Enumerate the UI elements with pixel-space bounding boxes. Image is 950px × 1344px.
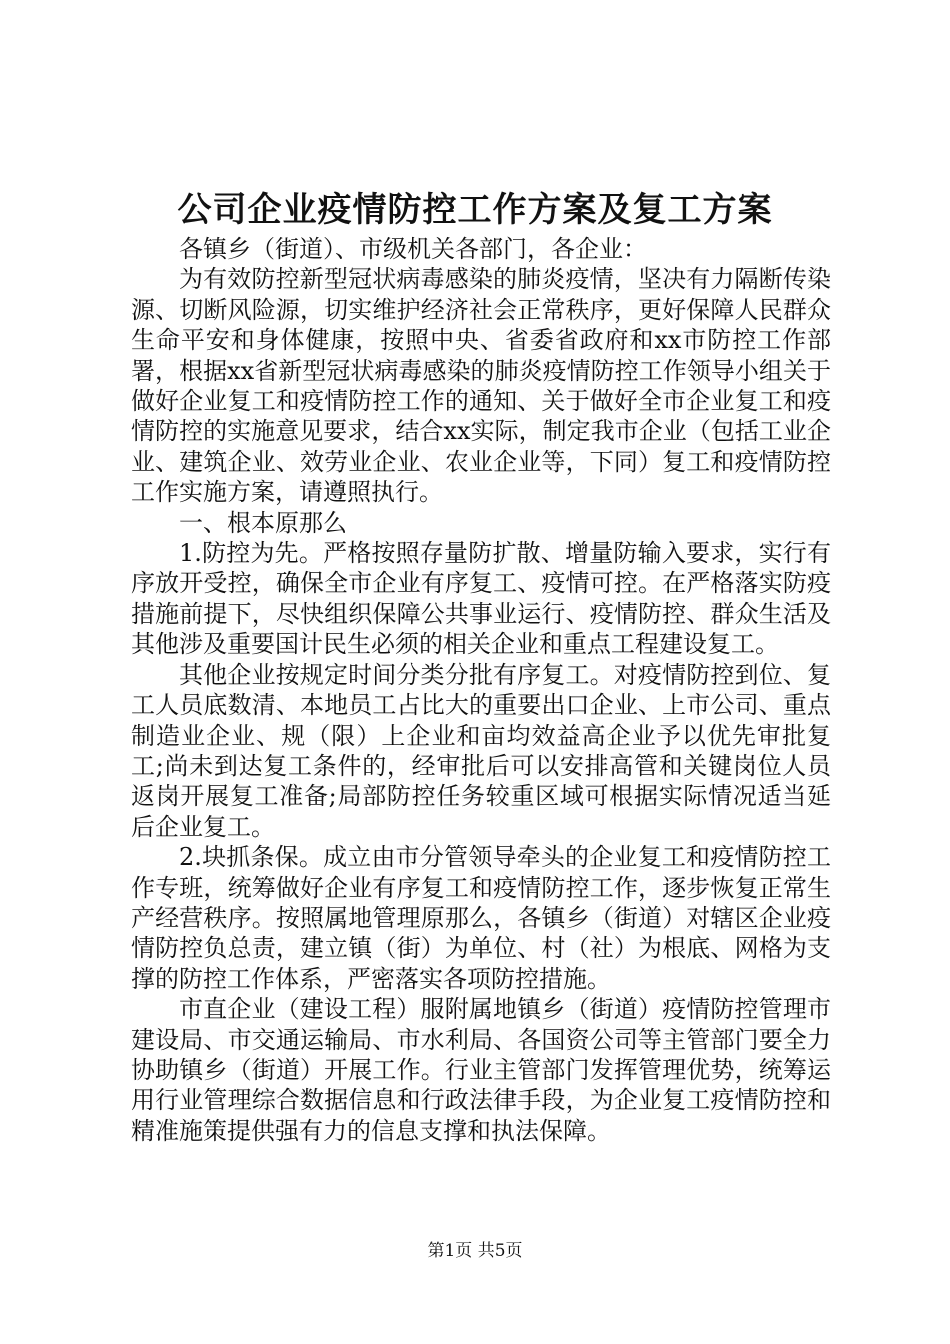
other-enterprises-paragraph: 其他企业按规定时间分类分批有序复工。对疫情防控到位、复工人员底数清、本地员工占比大的重要出口企业、上市公司、重点制造业企业、规（限）上企业和亩均效益高企业予以优先审批复工;尚未到达复工条件的，经审批后可以安排高管和关键岗位人员返岗开展复工准备;局部防控任务较重区域可根据实际情况适当延后企业复工。: [131, 660, 831, 841]
salutation: 各镇乡（街道）、市级机关各部门，各企业：: [179, 235, 647, 263]
page-number: 第1页 共5页: [427, 1241, 523, 1261]
principle-1-paragraph: 1.防控为先。严格按照存量防扩散、增量防输入要求，实行有序放开受控，确保全市企业有序复工、疫情可控。在严格落实防疫措施前提下，尽快组织保障公共事业运行、疫情防控、群众生活及其他涉及重要国计民生必须的相关企业和重点工程建设复工。: [131, 539, 831, 659]
principle-2-paragraph: 2.块抓条保。成立由市分管领导牵头的企业复工和疫情防控工作专班，统筹做好企业有序复工和疫情防控工作，逐步恢复正常生产经营秩序。按照属地管理原那么，各镇乡（街道）对辖区企业疫情防控负总责，建立镇（街）为单位、村（社）为根底、网格为支撑的防控工作体系，严密落实各项防控措施。: [131, 843, 831, 993]
municipal-enterprises-paragraph: 市直企业（建设工程）服附属地镇乡（街道）疫情防控管理市建设局、市交通运输局、市水利局、各国资公司等主管部门要全力协助镇乡（街道）开展工作。行业主管部门发挥管理优势，统筹运用行业管理综合数据信息和行政法律手段，为企业复工疫情防控和精准施策提供强有力的信息支撑和执法保障。: [131, 995, 831, 1145]
section-heading: 一、根本原那么: [179, 508, 347, 537]
intro-paragraph: 为有效防控新型冠状病毒感染的肺炎疫情，坚决有力隔断传染源、切断风险源，切实维护经济社会正常秩序，更好保障人民群众生命平安和身体健康，按照中央、省委省政府和xx市防控工作部署，根据xx省新型冠状病毒感染的肺炎疫情防控工作领导小组关于做好企业复工和疫情防控工作的通知、关于做好全市企业复工和疫情防控的实施意见要求，结合xx实际，制定我市企业（包括工业企业、建筑企业、效劳业企业、农业企业等，下同）复工和疫情防控工作实施方案，请遵照执行。: [131, 265, 831, 507]
document-title: 公司企业疫情防控工作方案及复工方案: [177, 190, 773, 230]
document-body: [131, 234, 831, 1146]
